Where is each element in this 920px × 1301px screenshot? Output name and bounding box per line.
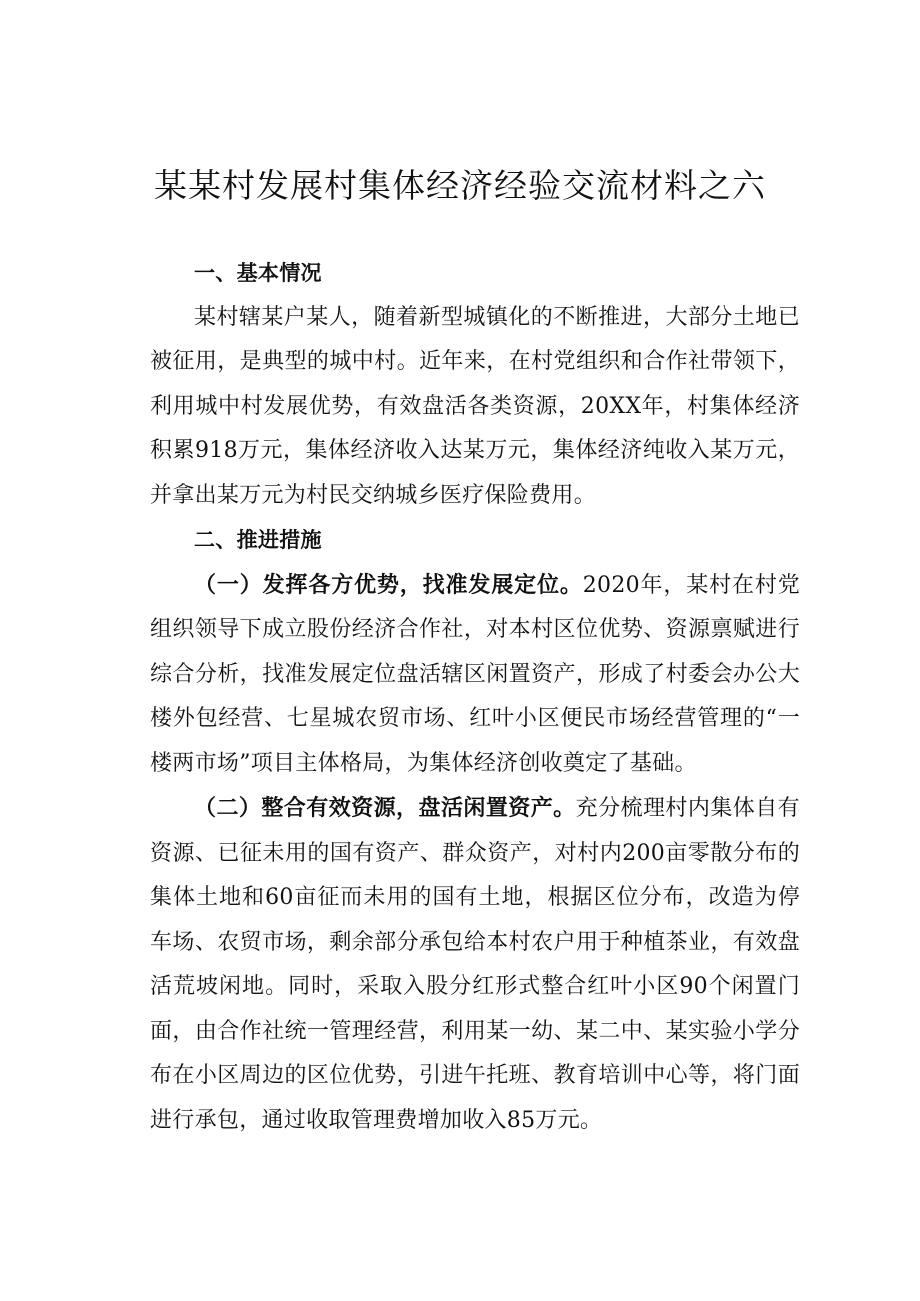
measure-item-1-text: 2020年，某村在村党组织领导下成立股份经济合作社，对本村区位优势、资源禀赋进行综合分析，找准发展定位盘活辖区闲置资产，形成了村委会办公大楼外包经营、七星城农贸市场、红叶小区便民市场经营管理的“一楼两市场”项目主体格局，为集体经济创收奠定了基础。 — [150, 572, 800, 776]
section-heading-measures: 二、推进措施 — [194, 528, 322, 552]
measure-item-2-lead: （二）整合有效资源，盘活闲置资产。 — [194, 795, 576, 821]
measure-item-2-text: 充分梳理村内集体自有资源、已征未用的国有资产、群众资产，对村内200亩零散分布的集体土地和60亩征而未用的国有土地，根据区位分布，改造为停车场、农贸市场，剩余部分承包给本村农户用于种植茶业，有效盘活荒坡闲地。同时，采取入股分红形式整合红叶小区90个闲置门面，由合作社统一管理经营，利用某一幼、某二中、某实验小学分布在小区周边的区位优势，引进午托班、教育培训中心等，将门面进行承包，通过收取管理费增加收入85万元。 — [150, 796, 800, 1133]
basic-info-paragraph: 某村辖某户某人，随着新型城镇化的不断推进，大部分土地已被征用，是典型的城中村。近年来，在村党组织和合作社带领下，利用城中村发展优势，有效盘活各类资源，20XX年，村集体经济积累918万元，集体经济收入达某万元，集体经济纯收入某万元，并拿出某万元为村民交纳城乡医疗保险费用。 — [150, 304, 800, 508]
measure-item-2 — [150, 786, 800, 1143]
measure-item-1-lead: （一）发挥各方优势，找准发展定位。 — [194, 571, 583, 598]
document-title: 某某村发展村集体经济经验交流材料之六 — [154, 166, 766, 205]
section-heading-basic-info: 一、基本情况 — [194, 261, 322, 285]
measure-item-1 — [150, 563, 800, 787]
document-body — [150, 251, 800, 1143]
